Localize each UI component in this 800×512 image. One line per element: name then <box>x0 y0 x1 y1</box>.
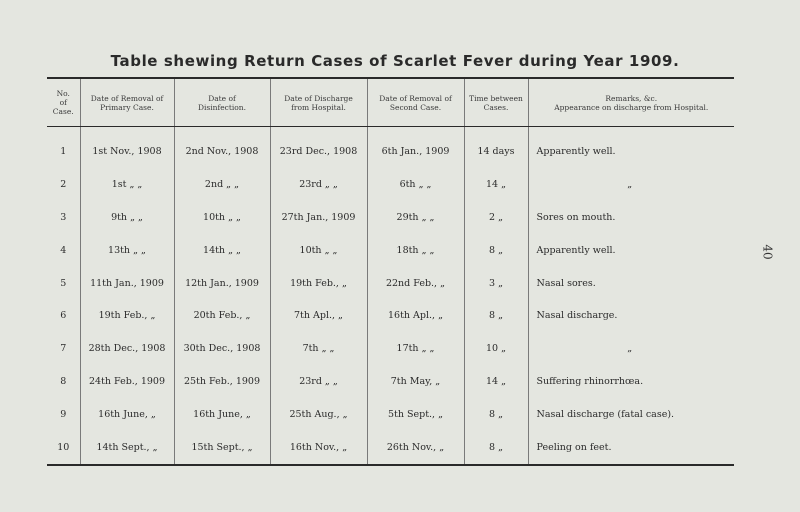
discharge-cell: 23rd Dec., 1908 <box>270 127 367 168</box>
table-row <box>47 234 734 267</box>
time-between-cell: 8 „ <box>464 299 528 332</box>
second-removal-cell: 6th „ „ <box>367 168 464 201</box>
remarks-cell: Sores on mouth. <box>528 201 734 234</box>
table-row <box>47 168 734 201</box>
time-between-cell: 8 „ <box>464 431 528 464</box>
case-number-cell: 4 <box>60 244 67 256</box>
return-cases-table-container <box>47 77 734 466</box>
case-number-cell: 2 <box>60 178 67 190</box>
disinfection-cell: 15th Sept., „ <box>174 431 270 464</box>
disinfection-cell: 10th „ „ <box>174 201 270 234</box>
return-cases-table <box>47 79 734 464</box>
case-number-cell: 7 <box>60 343 67 355</box>
table-row <box>47 332 734 365</box>
time-between-cell: 8 „ <box>464 234 528 267</box>
second-removal-cell: 6th Jan., 1909 <box>367 127 464 168</box>
second-removal-cell: 22nd Feb., „ <box>367 267 464 300</box>
disinfection-cell: 2nd Nov., 1908 <box>174 127 270 168</box>
header-case-number: No. of Case. <box>47 79 80 127</box>
time-between-cell: 2 „ <box>464 201 528 234</box>
page-number: 40 <box>760 244 775 260</box>
remarks-cell: „ <box>528 332 734 365</box>
second-removal-cell: 16th Apl., „ <box>367 299 464 332</box>
discharge-cell: 27th Jan., 1909 <box>270 201 367 234</box>
time-between-cell: 14 days <box>464 127 528 168</box>
table-header-row <box>47 79 734 127</box>
discharge-cell: 16th Nov., „ <box>270 431 367 464</box>
disinfection-cell: 30th Dec., 1908 <box>174 332 270 365</box>
primary-removal-cell: 11th Jan., 1909 <box>80 267 174 300</box>
second-removal-cell: 17th „ „ <box>367 332 464 365</box>
remarks-cell: Apparently well. <box>528 127 734 168</box>
discharge-cell: 7th „ „ <box>270 332 367 365</box>
case-number-cell: 9 <box>60 409 67 421</box>
header-primary-removal: Date of Removal of Primary Case. <box>80 79 174 127</box>
time-between-cell: 10 „ <box>464 332 528 365</box>
time-between-cell: 8 „ <box>464 398 528 431</box>
header-disinfection: Date of Disinfection. <box>174 79 270 127</box>
disinfection-cell: 20th Feb., „ <box>174 299 270 332</box>
primary-removal-cell: 13th „ „ <box>80 234 174 267</box>
second-removal-cell: 7th May, „ <box>367 365 464 398</box>
primary-removal-cell: 9th „ „ <box>80 201 174 234</box>
discharge-cell: 10th „ „ <box>270 234 367 267</box>
page-title: Table shewing Return Cases of Scarlet Fever during Year 1909. <box>110 52 680 70</box>
case-number-cell: 6 <box>60 310 67 322</box>
table-row <box>47 127 734 168</box>
discharge-cell: 19th Feb., „ <box>270 267 367 300</box>
header-time-between: Time between Cases. <box>464 79 528 127</box>
disinfection-cell: 12th Jan., 1909 <box>174 267 270 300</box>
second-removal-cell: 26th Nov., „ <box>367 431 464 464</box>
case-number-cell: 10 <box>57 441 70 453</box>
header-second-removal: Date of Removal of Second Case. <box>367 79 464 127</box>
remarks-cell: Nasal discharge (fatal case). <box>528 398 734 431</box>
remarks-cell: Nasal discharge. <box>528 299 734 332</box>
remarks-cell: Suffering rhinorrhœa. <box>528 365 734 398</box>
primary-removal-cell: 1st Nov., 1908 <box>80 127 174 168</box>
case-number-cell: 5 <box>60 277 67 289</box>
discharge-cell: 23rd „ „ <box>270 168 367 201</box>
table-row <box>47 398 734 431</box>
disinfection-cell: 25th Feb., 1909 <box>174 365 270 398</box>
primary-removal-cell: 19th Feb., „ <box>80 299 174 332</box>
primary-removal-cell: 28th Dec., 1908 <box>80 332 174 365</box>
table-row <box>47 201 734 234</box>
remarks-cell: Peeling on feet. <box>528 431 734 464</box>
primary-removal-cell: 1st „ „ <box>80 168 174 201</box>
table-row <box>47 267 734 300</box>
case-number-cell: 1 <box>60 145 67 157</box>
time-between-cell: 14 „ <box>464 365 528 398</box>
time-between-cell: 3 „ <box>464 267 528 300</box>
second-removal-cell: 29th „ „ <box>367 201 464 234</box>
primary-removal-cell: 14th Sept., „ <box>80 431 174 464</box>
disinfection-cell: 16th June, „ <box>174 398 270 431</box>
second-removal-cell: 18th „ „ <box>367 234 464 267</box>
discharge-cell: 25th Aug., „ <box>270 398 367 431</box>
remarks-cell: Apparently well. <box>528 234 734 267</box>
header-remarks: Remarks, &c. Appearance on discharge from Hospital. <box>528 79 734 127</box>
table-row <box>47 365 734 398</box>
primary-removal-cell: 24th Feb., 1909 <box>80 365 174 398</box>
primary-removal-cell: 16th June, „ <box>80 398 174 431</box>
disinfection-cell: 14th „ „ <box>174 234 270 267</box>
time-between-cell: 14 „ <box>464 168 528 201</box>
second-removal-cell: 5th Sept., „ <box>367 398 464 431</box>
remarks-cell: „ <box>528 168 734 201</box>
case-number-cell: 3 <box>60 211 67 223</box>
discharge-cell: 23rd „ „ <box>270 365 367 398</box>
header-discharge: Date of Discharge from Hospital. <box>270 79 367 127</box>
disinfection-cell: 2nd „ „ <box>174 168 270 201</box>
table-row <box>47 431 734 464</box>
case-number-cell: 8 <box>60 376 67 388</box>
remarks-cell: Nasal sores. <box>528 267 734 300</box>
discharge-cell: 7th Apl., „ <box>270 299 367 332</box>
table-row <box>47 299 734 332</box>
